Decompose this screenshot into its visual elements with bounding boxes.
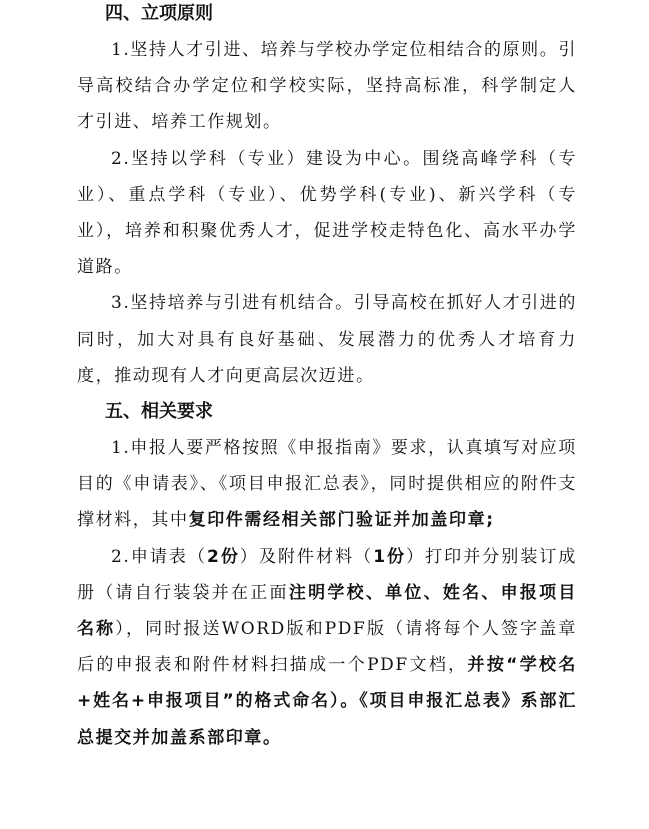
text-run-bold: 1份 [373,546,407,567]
text-run: ），同时报送WORD版和PDF版（请将每个人签字盖章后的申报表和附件材料扫描成一个PDF文档， [77,619,577,676]
paragraph-requirement-2 [77,539,577,756]
text-run: ）打印并分别装订成册（请自行装袋并在正面 [77,546,577,603]
text-run: 1.申报人要严格按照《申报指南》要求，认真填写对应项目的《申请表》、《项目申报汇总表》，同时提供相应的附件支撑材料，其中 [77,438,577,531]
paragraph-principle-1 [77,32,577,141]
text-run: 1.坚持人才引进、培养与学校办学定位相结合的原则。引导高校结合办学定位和学校实际，坚持高标准，科学制定人才引进、培养工作规划。 [77,40,577,133]
text-run-bold: 并按“学校名+姓名+申报项目”的格式命名）。《项目申报汇总表》系部汇总提交并加盖系部印章。 [77,655,577,748]
text-run-bold: 注明学校、单位、姓名、申报项目名称 [77,582,577,640]
section-heading-principles: 四、立项原则 [105,3,213,24]
text-run: 3.坚持培养与引进有机结合。引导高校在抓好人才引进的同时，加大对具有良好基础、发展潜力的优秀人才培育力度，推动现有人才向更高层次迈进。 [77,293,577,386]
text-run: 2.坚持以学科（专业）建设为中心。围绕高峰学科（专业）、重点学科（专业）、优势学科(专业)、新兴学科（专业），培养和积聚优秀人才，促进学校走特色化、高水平办学道路。 [77,148,577,278]
text-run: 2.申请表（ [111,546,208,567]
paragraph-principle-2 [77,141,577,286]
text-run-bold: 2份 [207,546,240,567]
text-run: ）及附件材料（ [239,546,374,567]
text-run-bold: 复印件需经相关部门验证并加盖印章; [188,510,495,531]
paragraph-requirement-1 [77,430,577,539]
document-page [77,0,577,756]
section-heading-requirements: 五、相关要求 [105,401,213,423]
paragraph-principle-3 [77,285,577,394]
